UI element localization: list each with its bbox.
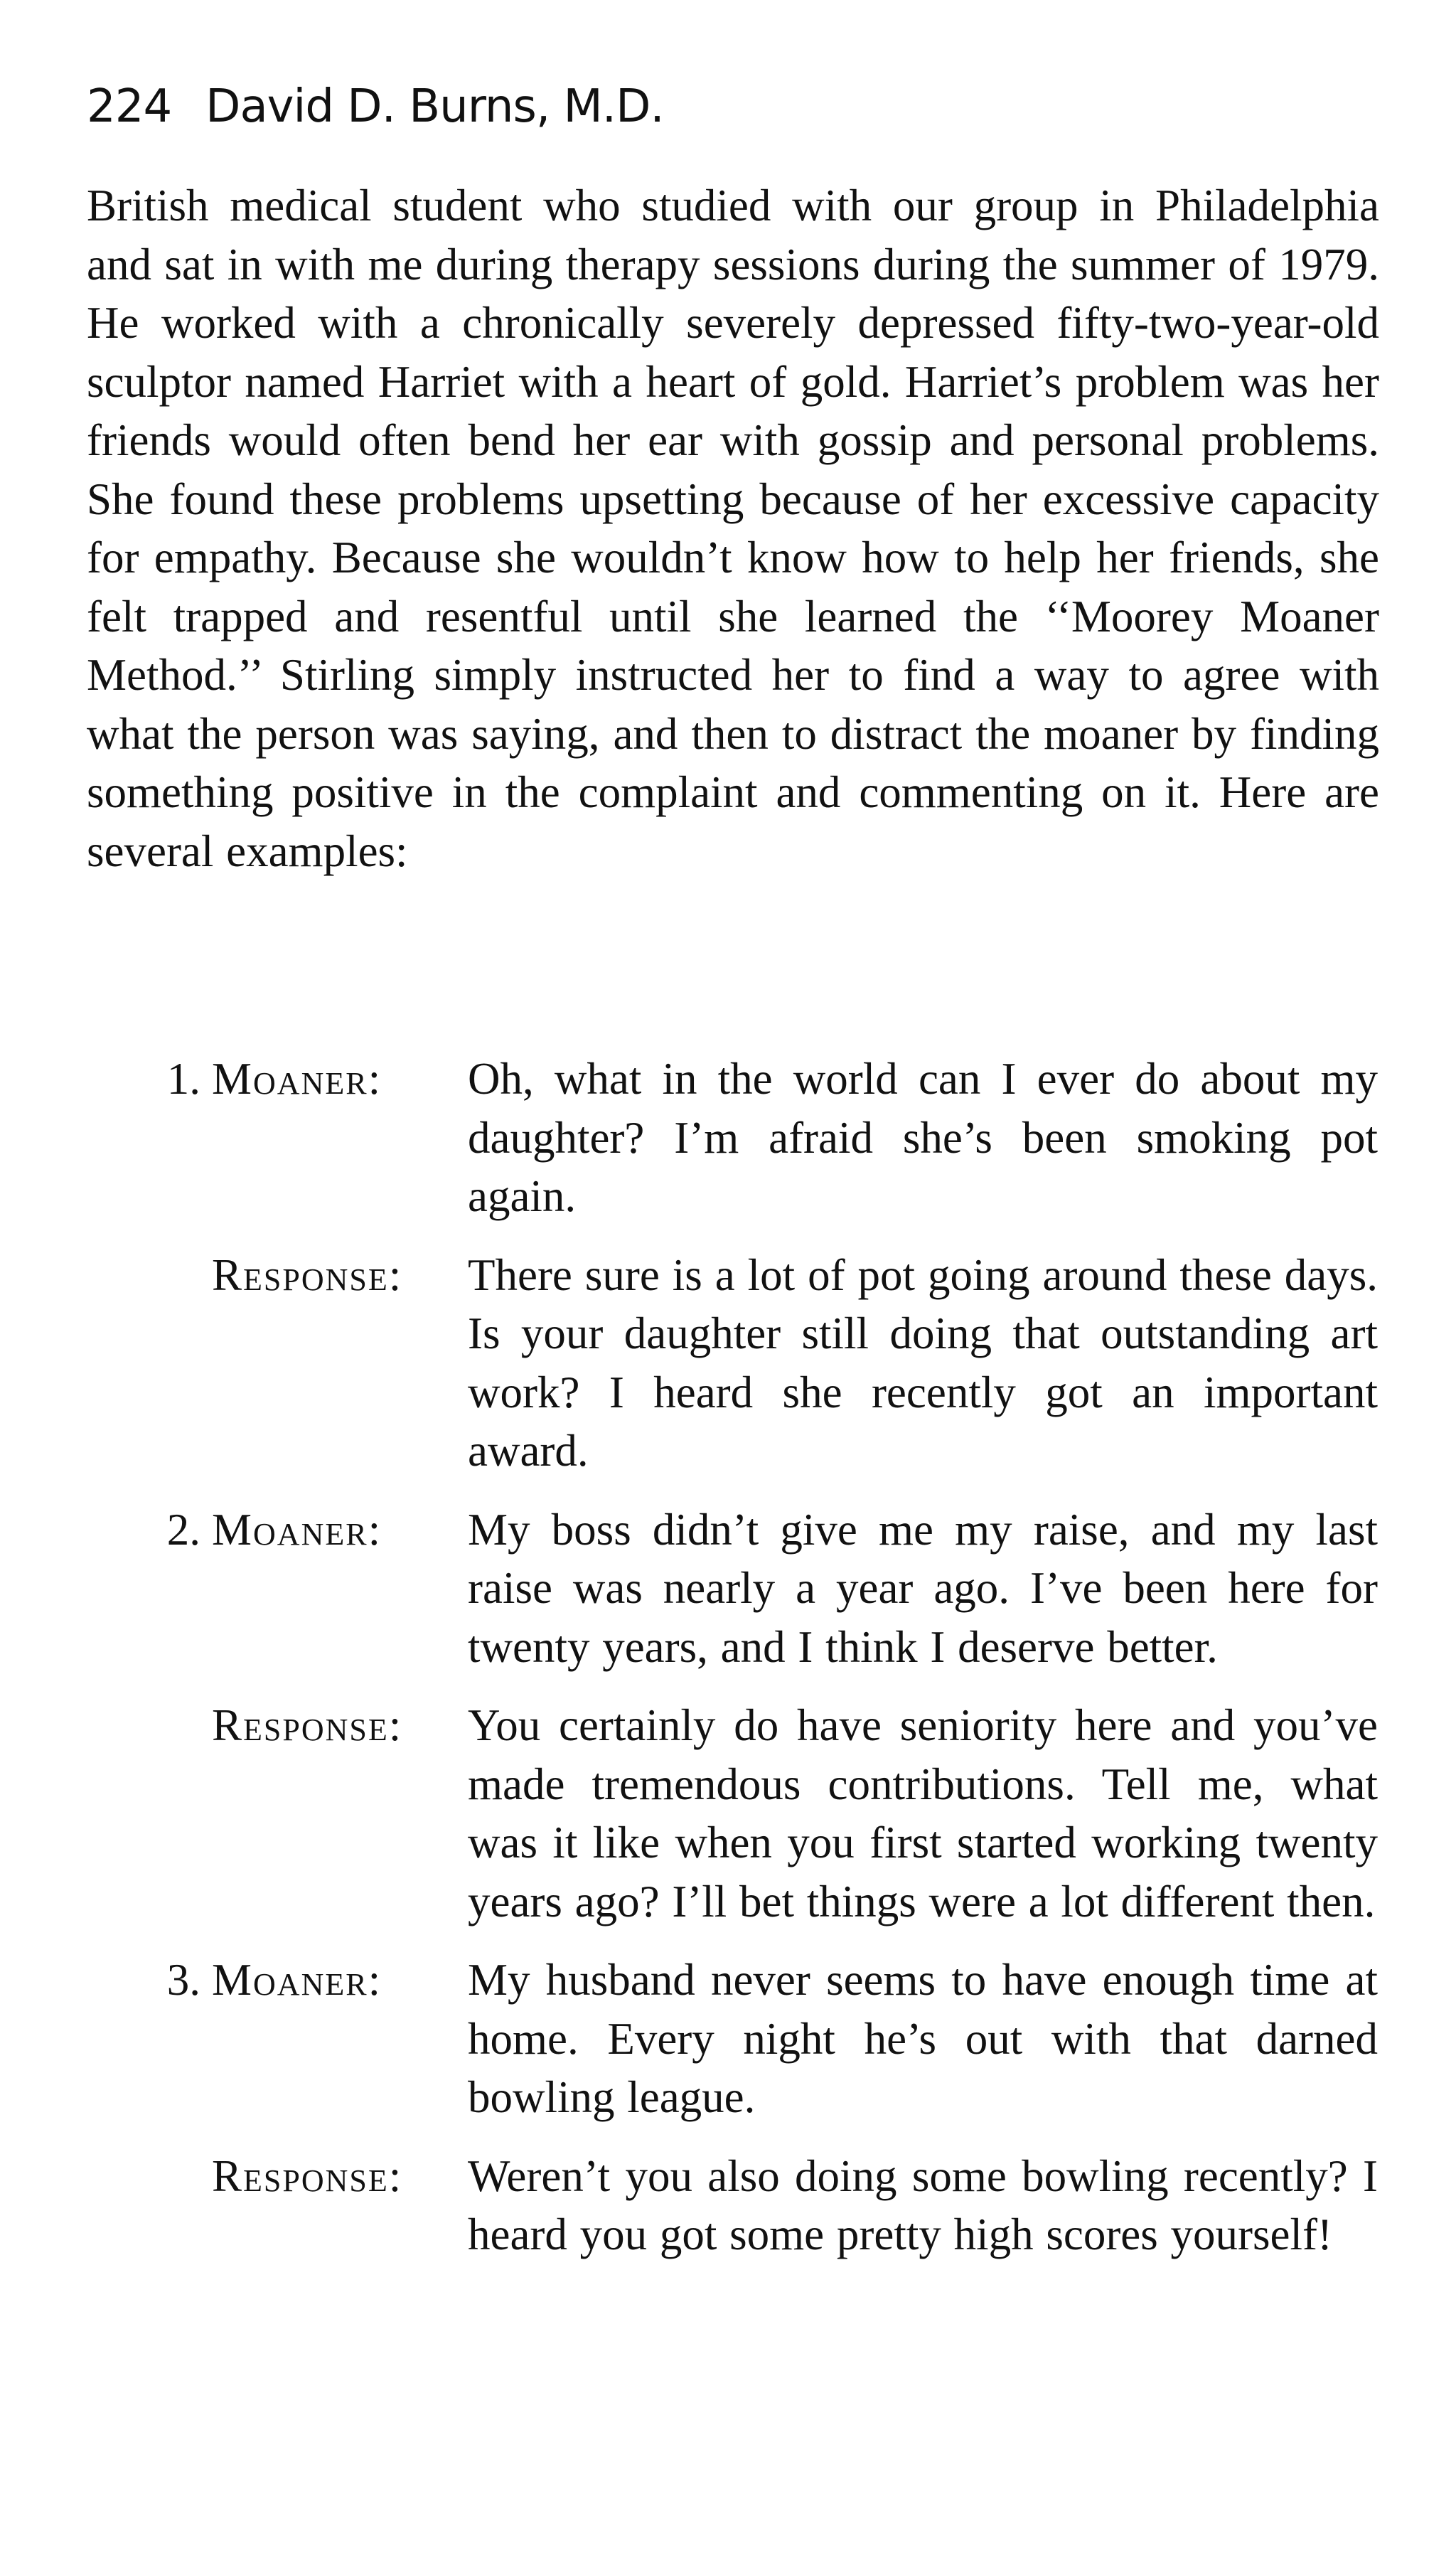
example-2-moaner [0,1501,1456,1677]
moaner-label: Moaner: [212,1955,382,2005]
response-label: Response: [212,1249,403,1300]
response-label: Response: [212,1700,403,1750]
response-text: You certainly do have seniority here and you’ve made tremendous contributions. Tell me, what was it like when you first started working twenty years ago? I’ll bet things were a lot different then. [468,1700,1378,1926]
example-1-moaner [0,1050,1456,1226]
moaner-text: Oh, what in the world can I ever do about my daughter? I’m afraid she’s been smoking pot again. [468,1054,1378,1221]
example-number: 3. [166,1955,200,2005]
running-head-author: David D. Burns, M.D. [205,80,664,133]
body-paragraph: British medical student who studied with our group in Philadelphia and sat in with me during therapy sessions during the summer of 1979. He worked with a chronically severely depressed fifty-two-year-old sculptor named Harriet with a heart of gold. Harriet’s problem was her friends would often bend her ear with gossip and personal problems. She found these problems upsetting because of her excessive capacity for empathy. Because she wouldn’t know how to help her friends, she felt trapped and resentful until she learned the ‘‘Moorey Moaner Method.’’ Stirling simply instructed her to find a way to agree with what the person was saying, and then to distract the moaner by finding something positive in the complaint and commenting on it. Here are several examples: [87,181,1379,876]
response-text: Weren’t you also doing some bowling recently? I heard you got some pretty high scores yourself! [468,2150,1378,2259]
moaner-text: My boss didn’t give me my raise, and my last raise was nearly a year ago. I’ve been here for twenty years, and I think I deserve better. [468,1504,1378,1672]
example-number: 1. [166,1054,200,1104]
moaner-text: My husband never seems to have enough time at home. Every night he’s out with that darned bowling league. [468,1955,1378,2122]
example-3-response [0,2147,1456,2264]
example-1-response [0,1246,1456,1481]
response-label: Response: [212,2150,403,2201]
moaner-label: Moaner: [212,1504,382,1555]
response-text: There sure is a lot of pot going around these days. Is your daughter still doing that outstanding art work? I heard she recently got an important award. [468,1249,1378,1476]
example-2-response [0,1696,1456,1931]
examples-list [0,1050,1456,2284]
page-number: 224 [87,80,172,133]
example-number: 2. [166,1504,200,1555]
running-header [87,78,664,135]
example-3-moaner [0,1951,1456,2127]
moaner-label: Moaner: [212,1054,382,1104]
